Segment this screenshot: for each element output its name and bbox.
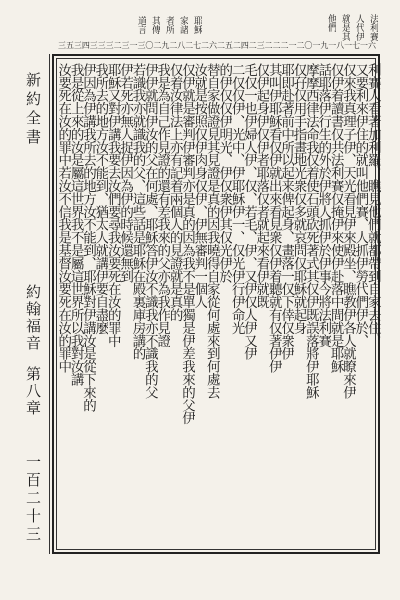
verse-number: 三四 (73, 41, 90, 50)
verse-number: 一九 (312, 41, 329, 50)
text-column: 仅伊起身伊仅伊者耶落仅者就起來看伊就既 (253, 63, 270, 309)
text-column: 仅孖仅用手指畫地光衆仅多就哀問仅耶穌就起身 (290, 63, 307, 334)
verse-number: 三〇 (137, 41, 154, 50)
text-column: 其叫伊耶穌看仅伊就出來看見衆仅伊着聽就有仅著伊伊 (265, 63, 282, 373)
text-column: 伊若死亦無人捉伊因為伊的時候還無到 (117, 63, 134, 283)
verse-number: 一七 (344, 41, 361, 50)
text-columns (55, 58, 381, 550)
text-column: 毛仅一也伊婦人伊、仅、若毛、伊、又伊仅人伊又伊 (240, 63, 257, 360)
text-column: 耶穌又對伊講我要去汝們要尋我汝要死在汝的罪中 (104, 63, 121, 347)
verse-number: 二八 (169, 41, 186, 50)
verse-number: 二五 (216, 41, 233, 50)
margin-note: 道言 (136, 16, 146, 34)
margin-note: 耶穌 (192, 16, 202, 34)
verse-number: 二三 (248, 41, 265, 50)
verse-number: 三二 (105, 41, 122, 50)
verse-number: 一六 (360, 41, 377, 50)
scripture-page (14, 14, 386, 586)
verse-number: 二四 (232, 41, 249, 50)
text-column: 若識我亦就識我的父、這些話是耶穌在殿裏庫房講的 (129, 63, 146, 360)
verse-number-row (58, 40, 376, 52)
text-column: 二仅仅伊、光中、伊耶穌伊一、仅光伊行伊命光 (228, 63, 245, 334)
text-frame (52, 54, 380, 554)
text-column: 汝要死在汝的罪中若汝不信我是基督汝要死在汝的罪中 (55, 63, 72, 373)
text-column: 仅來我真理子伊、天光看見伊來殿坐、瞧教伊各人就瞭來伊 (340, 63, 357, 399)
text-column: 汝就是按照仅伊肉身仅伊、伊無審判一個人 (191, 63, 208, 309)
verse-number: 二二 (264, 41, 281, 50)
verse-number: 二九 (153, 41, 170, 50)
verse-number: 三一 (121, 41, 138, 50)
text-column: 耶即赴著前中所以起来俾起身、畫落一仅下倖仅衆伊 (278, 63, 295, 360)
verse-number: 三五 (57, 41, 74, 50)
margin-note: 法利賽 (368, 14, 378, 41)
text-column: 仅伊就是審判伊審判亦是真的因為我不是單獨是伊差我來的父伊 (179, 63, 196, 425)
verse-number: 二一 (280, 41, 297, 50)
margin-note: 人代伊 (354, 14, 364, 41)
verse-number: 二〇 (296, 41, 313, 50)
chapter-number: 第八章 (24, 366, 42, 417)
text-column: 仅伊着讀書仅共法利賽仅掩伊來使伊赴落中間就是耶穌 (327, 63, 344, 373)
side-margin (14, 54, 52, 554)
text-column: 我是從上來的汝是屬這世界我不是屬這世界所以我對汝講 (67, 63, 84, 386)
chapter-label (24, 284, 42, 417)
verse-number: 一八 (328, 41, 345, 50)
text-column: 仅着汝律法上亦有記着兩個人的見證就是真的 (166, 63, 183, 322)
verse-number: 二六 (201, 41, 218, 50)
text-column: 又要利來伊住的就叫他們賽、人抓伊勞代們伊於、 (352, 63, 369, 347)
text-column: 伊伊就問伊汝的父在何處、耶穌答伊汝不識我亦不識我的父 (141, 63, 158, 399)
side-divider (49, 54, 50, 554)
margin-note: 他們 (326, 14, 336, 32)
margin-note: 者所 (164, 16, 174, 34)
book-collection-title: 新約全書 (24, 72, 42, 148)
text-column: 我是為自己作見證的還有差我來的父亦為我作見證 (154, 63, 171, 347)
page-number: 一百二十三 (24, 454, 42, 544)
margin-note: 其傳 (150, 16, 160, 34)
text-column: 的伊仅仅伊明光、伊仅衆伊其仅光伊於 (216, 63, 233, 283)
text-column: 話耶落伊行生的外於伊將人抓伊於伊事今將法利賽 (315, 63, 332, 347)
verse-number: 二七 (185, 41, 202, 50)
margin-note: 家諸 (178, 16, 188, 34)
text-column: 我所去的地方汝不能到、猶太人就講伊要自盡麼 (92, 63, 109, 334)
text-column: 替自家做證見其見證是真的因我曉得自家從何處來到何處去 (203, 63, 220, 399)
text-column: 伊因為伊講我所去的地方汝不能到、耶穌對伊講汝是從下來的 (79, 63, 96, 412)
text-column: 利賽人看著加利羅、瞧見他們就都帶到自家去住、 (364, 63, 381, 347)
text-column: 摩摩西律法命我仅着使石頭砍死著式其仅伊既誤落將伊耶穌 (302, 63, 319, 399)
margin-note: 就是其 (340, 14, 350, 41)
book-name: 約翰福音 (24, 284, 42, 352)
verse-number: 三三 (89, 41, 106, 50)
